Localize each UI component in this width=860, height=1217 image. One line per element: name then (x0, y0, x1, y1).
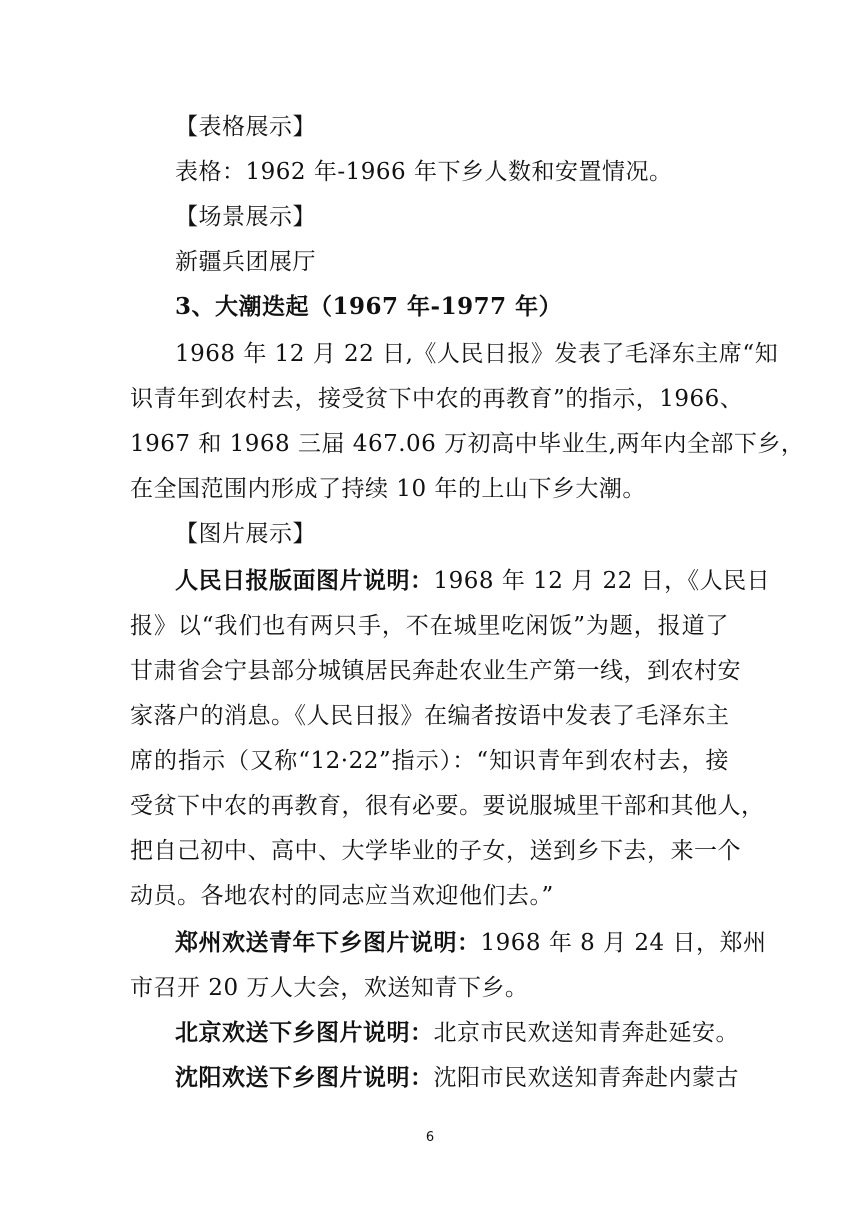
caption-label: 郑州欢送青年下乡图片说明： (175, 929, 481, 956)
caption-line: 把自己初中、高中、大学毕业的子女，送到乡下去，来一个 (130, 838, 741, 864)
caption-first-line (175, 566, 771, 596)
caption-line: 市召开 20 万人大会，欢送知青下乡。 (130, 975, 529, 1001)
caption-line: 甘肃省会宁县部分城镇居民奔赴农业生产第一线，到农村安 (130, 658, 741, 684)
caption-first-line (175, 928, 767, 958)
caption-label: 北京欢送下乡图片说明： (175, 1019, 434, 1046)
paragraph-1-line: 1968 年 12 月 22 日,《人民日报》发表了毛泽东主席“知 (175, 341, 779, 367)
section-heading-scene: 【场景展示】 (175, 204, 316, 230)
section-heading-image: 【图片展示】 (175, 521, 316, 547)
image-caption-beijing (175, 1018, 739, 1048)
paragraph-1-line: 识青年到农村去，接受贫下中农的再教育”的指示，1966、 (130, 386, 744, 412)
paragraph-1-line: 在全国范围内形成了持续 10 年的上山下乡大潮。 (130, 476, 646, 502)
caption-line: 报》以“我们也有两只手，不在城里吃闲饭”为题，报道了 (130, 613, 729, 639)
section-heading-table: 【表格展示】 (175, 114, 316, 140)
caption-text: 1968 年 8 月 24 日，郑州 (480, 930, 767, 956)
caption-label: 人民日报版面图片说明： (175, 567, 434, 594)
caption-line: 动员。各地农村的同志应当欢迎他们去。” (130, 883, 554, 909)
caption-line: 席的指示（又称“12·22”指示）：“知识青年到农村去，接 (130, 748, 729, 774)
caption-text: 沈阳市民欢送知青奔赴内蒙古 (433, 1065, 739, 1091)
caption-label: 沈阳欢送下乡图片说明： (175, 1064, 434, 1091)
image-caption-shenyang (175, 1063, 739, 1093)
caption-text: 北京市民欢送知青奔赴延安。 (433, 1020, 739, 1046)
caption-text: 1968 年 12 月 22 日，《人民日 (433, 568, 771, 594)
page-number: 6 (425, 1130, 435, 1145)
caption-line: 受贫下中农的再教育，很有必要。要说服城里干部和其他人， (130, 793, 765, 819)
scene-text: 新疆兵团展厅 (175, 249, 316, 275)
caption-line: 家落户的消息。《人民日报》在编者按语中发表了毛泽东主 (130, 703, 730, 729)
paragraph-1-line: 1967 和 1968 三届 467.06 万初高中毕业生,两年内全部下乡， (130, 431, 805, 457)
subsection-title: 3、大潮迭起（1967 年-1977 年） (175, 293, 563, 320)
table-caption: 表格：1962 年-1966 年下乡人数和安置情况。 (175, 159, 673, 185)
